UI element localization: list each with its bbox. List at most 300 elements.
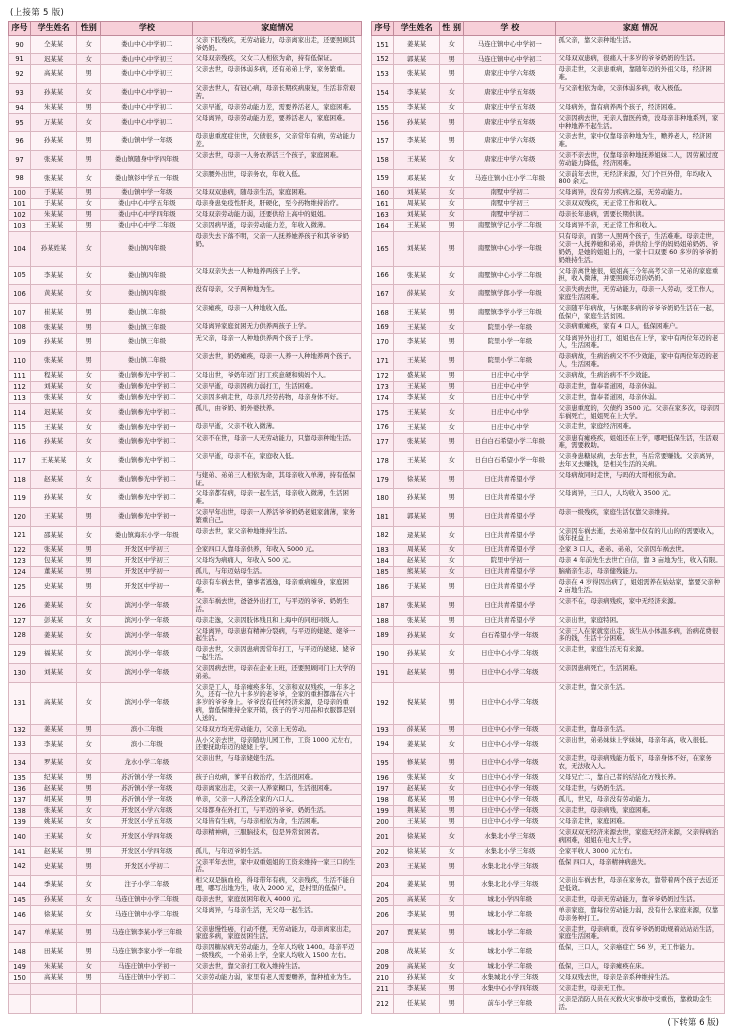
cell-school-2: 日庄中心小学一年级 [464, 754, 556, 773]
cell-sex: 男 [77, 578, 101, 597]
row-gap [361, 556, 371, 567]
table-row [9, 994, 725, 1013]
cell-student-name-2: 刘某某 [394, 188, 440, 199]
table-row [9, 370, 725, 381]
cell-school: 娄山镇钐中学五一年级 [101, 169, 193, 188]
cell-family-2: 父亲身患糖尿病，去年去世，当后常要赚钱。父亲离异，去年又去赚钱，是相关生活的关病。 [556, 452, 725, 471]
cell-school: 娄山镇海东小学一年级 [101, 526, 193, 545]
cell-school-2: 日庄中心中学 [464, 422, 556, 433]
table-row [9, 783, 725, 794]
table-row [9, 805, 725, 816]
cell-student-name-2: 王某某 [394, 403, 440, 422]
cell-no-2: 189 [371, 626, 393, 645]
cell-school: 开发区中学初三 [101, 545, 193, 556]
cell-school-2: 日庄中心小学一年级 [464, 805, 556, 816]
cell-school: 滨小二年级 [101, 735, 193, 754]
cell-sex: 女 [77, 526, 101, 545]
cell-no-2: 190 [371, 645, 393, 664]
cell-student-name: 罗某某 [31, 754, 77, 773]
cell-student-name: 张某某 [31, 545, 77, 556]
cell-no: 132 [9, 724, 31, 735]
cell-sex: 女 [77, 876, 101, 895]
table-row [9, 526, 725, 545]
cell-no [9, 983, 31, 994]
cell-family: 父亲因病去世，母亲在企业上班，还要照顾同门上大学的弟弟。 [193, 663, 361, 682]
cell-sex-2: 男 [440, 352, 464, 371]
cell-family-2: 父母离异，没有劳力疾病之巡，无劳动能力。 [556, 188, 725, 199]
cell-sex: 女 [77, 489, 101, 508]
cell-no-2: 179 [371, 470, 393, 489]
cell-family: 父母离异，母亲患有精神分裂病，与平迈的姥姥、姥爷一起生活。 [193, 626, 361, 645]
cell-sex-2: 男 [440, 578, 464, 597]
cell-sex: 男 [77, 352, 101, 371]
cell-school-2: 南墅中学初二 [464, 210, 556, 221]
table-row [9, 352, 725, 371]
cell-family-2: 孤父亲，靠父亲种地生活。 [556, 35, 725, 54]
row-gap [361, 210, 371, 221]
cell-school: 娄山中心中学初二 [101, 113, 193, 132]
row-gap [361, 805, 371, 816]
cell-sex-2: 男 [440, 596, 464, 615]
cell-family: 母亲患重度症住世，欠债很多，父亲常年有病，劳动能力差。 [193, 132, 361, 151]
cell-school-2: 南墅中学初二 [464, 188, 556, 199]
cell-sex-2: 男 [440, 54, 464, 65]
row-gap [361, 724, 371, 735]
cell-student-name-2: 张某某 [394, 433, 440, 452]
cell-family: 从小父亲去世，母亲随幼儿园工作，工资 1000 元左右，还要抚助年迈的姥姥上学。 [193, 735, 361, 754]
cell-no: 116 [9, 433, 31, 452]
cell-student-name-2: 张某某 [394, 615, 440, 626]
row-gap [361, 783, 371, 794]
cell-school-2: 唐家庄中学五年级 [464, 113, 556, 132]
cell-student-name-2: 李某某 [394, 333, 440, 352]
cell-no: 129 [9, 645, 31, 664]
row-gap [361, 35, 371, 54]
cell-student-name: 迟某某 [31, 54, 77, 65]
cell-no: 127 [9, 615, 31, 626]
table-row [9, 682, 725, 724]
row-gap [361, 285, 371, 304]
cell-family: 单亲，父亲一人养活全家的六口人。 [193, 794, 361, 805]
cell-sex: 女 [77, 433, 101, 452]
table-row [9, 578, 725, 597]
cell-student-name-2: 王某某 [394, 857, 440, 876]
cell-sex-2: 女 [440, 210, 464, 221]
cell-school: 开发区小学五年级 [101, 816, 193, 827]
cell-school: 娄山镇中学一年级 [101, 188, 193, 199]
table-row [9, 615, 725, 626]
cell-school-2: 日白白石希望小学二年级 [464, 433, 556, 452]
table-row [9, 169, 725, 188]
cell-no-2: 165 [371, 232, 393, 266]
cell-family: 母亲去世，父亲因患病需常年打工，与平迈的姥姥、姥爷一起生活。 [193, 645, 361, 664]
table-row [9, 392, 725, 403]
cell-student-name-2: 王某某 [394, 816, 440, 827]
cell-no: 117 [9, 452, 31, 471]
cell-sex: 男 [77, 972, 101, 983]
cell-family: 父亲出世，与母亲姥姥生活。 [193, 754, 361, 773]
cell-sex: 男 [77, 150, 101, 169]
table-row [9, 65, 725, 84]
cell-family-2: 父母离异，三口人，人均收入 3500 元。 [556, 489, 725, 508]
cell-school: 娄山镇二年级 [101, 352, 193, 371]
cell-no: 147 [9, 924, 31, 943]
cell-family-2: 父母病外，靠有病养两个孩子，经济困难。 [556, 102, 725, 113]
table-row [9, 556, 725, 567]
cell-school: 娄山镇参光中学初一 [101, 422, 193, 433]
cell-family: 父亲车祸去世，爸爸外出打工，与平迈的爷爷、奶奶生活。 [193, 596, 361, 615]
cell-school: 滨河小学一年级 [101, 596, 193, 615]
cell-no-2: 184 [371, 556, 393, 567]
table-row [9, 285, 725, 304]
cell-no: 124 [9, 567, 31, 578]
col-family: 家庭情况 [193, 22, 361, 36]
cell-student-name-2: 姜某某 [394, 876, 440, 895]
row-gap [361, 663, 371, 682]
cell-school: 马连庄镇中小学二年级 [101, 905, 193, 924]
cell-student-name: 福某某 [31, 645, 77, 664]
cell-school-2: 南墅中学初三 [464, 199, 556, 210]
table-row [9, 961, 725, 972]
col-name: 学生姓名 [31, 22, 77, 36]
cell-no-2: 164 [371, 221, 393, 232]
cell-family-2: 与父亲相依为命，父亲体弱多病，收入极低。 [556, 84, 725, 103]
table-row [9, 645, 725, 664]
cell-no: 104 [9, 232, 31, 266]
cell-school-2: 水集北小学三年级 [464, 846, 556, 857]
cell-school: 娄山镇四年级 [101, 232, 193, 266]
cell-no: 133 [9, 735, 31, 754]
cell-sex: 男 [77, 772, 101, 783]
row-gap [361, 596, 371, 615]
cell-sex-2: 女 [440, 626, 464, 645]
cell-sex: 男 [77, 303, 101, 322]
cell-school-2: 南墅镇中心小学一年级 [464, 232, 556, 266]
cell-no: 119 [9, 489, 31, 508]
cell-no-2: 174 [371, 392, 393, 403]
cell-no-2: 203 [371, 857, 393, 876]
row-gap [361, 794, 371, 805]
cell-family-2: 父亲双双残疾，无正常工作和收入。 [556, 199, 725, 210]
cell-school: 娄山镇参光中学初二 [101, 470, 193, 489]
row-gap [361, 972, 371, 983]
cell-school-2: 院里小学二年级 [464, 352, 556, 371]
cell-school: 滨河小学一年级 [101, 663, 193, 682]
cell-sex: 女 [77, 422, 101, 433]
cell-student-name: 王某某某 [31, 452, 77, 471]
cell-school: 开发区小学四年级 [101, 828, 193, 847]
cell-family-2: 父亲患有瘫痪疾，姐姐还在上学，哪吧低保生活，生活艰难，需要救助。 [556, 433, 725, 452]
table-row [9, 545, 725, 556]
cell-family: 父亲去世，奶奶瘫痪，母亲一人养一人种地养两个孩子。 [193, 352, 361, 371]
cell-school-2: 南墅镇李学小学三年级 [464, 303, 556, 322]
cell-student-name-2: 王某某 [394, 422, 440, 433]
cell-sex [77, 994, 101, 1013]
cell-no: 139 [9, 816, 31, 827]
cell-family: 父母双亲残疾，父女二人相依为命，持有低保证。 [193, 54, 361, 65]
row-gap [361, 772, 371, 783]
cell-student-name-2: 赵某某 [394, 783, 440, 794]
cell-school-2: 城北小学二年级 [464, 943, 556, 962]
cell-family: 父亲因病早逝，母亲劳动能力差，年收入微薄。 [193, 221, 361, 232]
row-gap [361, 828, 371, 847]
cell-student-name: 朱某某 [31, 102, 77, 113]
cell-school: 娄山镇四年级 [101, 285, 193, 304]
row-gap [361, 221, 371, 232]
table-row [9, 35, 725, 54]
cell-student-name: 王某某 [31, 828, 77, 847]
cell-sex: 女 [77, 816, 101, 827]
cell-school: 注子小学二年级 [101, 876, 193, 895]
cell-school-2: 日庄中心中学 [464, 403, 556, 422]
cell-family-2: 父亲因患病死亡，生活困难。 [556, 663, 725, 682]
cell-family: 全家四口人靠母亲供养，年收入 5000 元。 [193, 545, 361, 556]
cell-sex-2: 男 [440, 381, 464, 392]
cell-family: 母亲去世，家父亲种地维持生活。 [193, 526, 361, 545]
cell-family-2: 父亲走世，家庭生活无有来源。 [556, 645, 725, 664]
cell-sex: 女 [77, 35, 101, 54]
cell-family-2: 父亲走世，母亲无工作。 [556, 983, 725, 994]
cell-family-2: 父母亲走世，家庭困难。 [556, 816, 725, 827]
row-gap [361, 567, 371, 578]
cell-family-2: 父亲因病去世，无亲人靠医药费，没母亲非种地系列，家中种地养不起生活。 [556, 113, 725, 132]
cell-sex: 女 [77, 805, 101, 816]
cell-no-2: 160 [371, 188, 393, 199]
cell-sex-2: 男 [440, 470, 464, 489]
table-row [9, 188, 725, 199]
cell-student-name: 姜某某 [31, 596, 77, 615]
cell-family-2: 父亲走世，靠母亲生活。 [556, 724, 725, 735]
row-gap [361, 943, 371, 962]
cell-family: 孤儿，由爷奶、奶外婆扶养。 [193, 403, 361, 422]
cell-family-2: 母亲走世，父亲患重病，靠随年迈的外祖父母，经济困难。 [556, 65, 725, 84]
cell-sex-2: 女 [440, 972, 464, 983]
cell-no: 135 [9, 772, 31, 783]
cell-family-2: 母亲病故，生病治病父不不少效能，家中有两位年迈的老人，生活困难。 [556, 352, 725, 371]
cell-family: 孤儿，与年迈爷奶生活。 [193, 846, 361, 857]
table-row [9, 422, 725, 433]
table-row [9, 983, 725, 994]
row-gap [361, 102, 371, 113]
cell-no: 95 [9, 113, 31, 132]
cell-sex: 女 [77, 894, 101, 905]
cell-school: 娄山镇中学一年级 [101, 132, 193, 151]
cell-family-2: 父亲去世，家中仅靠母亲种地为生，赡养老人，经济困难。 [556, 132, 725, 151]
cell-student-name-2: 李某某 [394, 905, 440, 924]
cell-school-2: 日庄中心小学二年级 [464, 663, 556, 682]
cell-sex [77, 983, 101, 994]
row-gap [361, 846, 371, 857]
cell-no-2: 177 [371, 433, 393, 452]
row-gap [361, 645, 371, 664]
cell-school: 娄山镇参光中学初二 [101, 433, 193, 452]
cell-student-name: 刘某某 [31, 663, 77, 682]
cell-no: 101 [9, 199, 31, 210]
cell-sex: 男 [77, 724, 101, 735]
cell-family: 父亲早逝，母亲不在，家庭收入低。 [193, 452, 361, 471]
cell-sex: 男 [77, 556, 101, 567]
cell-student-name: 朱某某 [31, 210, 77, 221]
cell-sex: 男 [77, 943, 101, 962]
cell-school-2: 日庄共青希望小学 [464, 567, 556, 578]
cell-school-2: 日庄共青希望小学 [464, 578, 556, 597]
cell-student-name-2: 张某某 [394, 65, 440, 84]
cell-student-name: 姜某某 [31, 724, 77, 735]
cell-no-2: 204 [371, 876, 393, 895]
cell-no: 115 [9, 422, 31, 433]
cell-student-name: 姚某某 [31, 816, 77, 827]
cell-school: 开发区小学四年级 [101, 846, 193, 857]
row-gap [361, 578, 371, 597]
cell-sex-2: 女 [440, 169, 464, 188]
cell-no-2: 183 [371, 545, 393, 556]
cell-sex-2: 女 [440, 392, 464, 403]
cell-school: 娄山镇随身中学四年级 [101, 150, 193, 169]
cell-no-2: 191 [371, 663, 393, 682]
cell-family-2: 父亲不在，母亲病残疾，家中无经济来源。 [556, 596, 725, 615]
row-gap [361, 303, 371, 322]
cell-student-name: 于某某 [31, 188, 77, 199]
row-gap [361, 816, 371, 827]
cell-student-name-2: 张某某 [394, 596, 440, 615]
row-gap [361, 961, 371, 972]
cell-family: 母亲走逸，父亲因肢体残且和上海中的同班同级人。 [193, 615, 361, 626]
cell-student-name-2: 姜某某 [394, 35, 440, 54]
cell-no-2: 197 [371, 783, 393, 794]
cell-student-name-2: 赵某某 [394, 556, 440, 567]
cell-no-2: 167 [371, 285, 393, 304]
cell-school: 娄山镇参光中学初一 [101, 508, 193, 527]
cell-student-name-2: 郭某某 [394, 54, 440, 65]
cell-sex-2: 女 [440, 735, 464, 754]
cell-school-2: 城北小学二年级 [464, 924, 556, 943]
table-row [9, 199, 725, 210]
cell-sex-2: 女 [440, 846, 464, 857]
cell-school: 开发区中学初一 [101, 567, 193, 578]
row-gap [361, 470, 371, 489]
cell-student-name-2: 葛某某 [394, 794, 440, 805]
cell-sex-2: 男 [440, 905, 464, 924]
cell-no-2: 182 [371, 526, 393, 545]
cell-no-2: 152 [371, 54, 393, 65]
table-row [9, 381, 725, 392]
cell-student-name: 纪某某 [31, 772, 77, 783]
cell-student-name-2: 张某某 [394, 772, 440, 783]
table-row [9, 470, 725, 489]
cell-sex-2: 男 [440, 508, 464, 527]
cell-student-name-2: 孙某某 [394, 489, 440, 508]
cell-family-2: 父母病故同时走世，与吗的大哥相依为命。 [556, 470, 725, 489]
cell-no: 110 [9, 352, 31, 371]
cell-sex-2: 男 [440, 433, 464, 452]
cell-sex-2: 女 [440, 828, 464, 847]
row-gap [361, 266, 371, 285]
cell-family: 父母双亲失去一人种地养两孩子上学。 [193, 266, 361, 285]
cell-student-name-2: 王某某 [394, 381, 440, 392]
cell-family-2: 父母兄亡二，靠自己者的结结化方残长养。 [556, 772, 725, 783]
cell-family-2: 父亲走世，母亲病残能力低下，母亲身体不好，在家务农，无法收入人。 [556, 754, 725, 773]
cell-student-name: 程某某 [31, 370, 77, 381]
row-gap [361, 150, 371, 169]
cell-no-2: 195 [371, 754, 393, 773]
cell-student-name: 孙某某 [31, 84, 77, 103]
col-school-2: 学 校 [464, 22, 556, 36]
cell-sex: 女 [77, 381, 101, 392]
cell-family: 无父亲，母亲一人种地供养两个孩子上学。 [193, 333, 361, 352]
cell-school-2: 日庄共青希望小学 [464, 489, 556, 508]
cell-school-2: 城北小学二年级 [464, 905, 556, 924]
row-gap [361, 924, 371, 943]
cell-school-2: 水集北小学三年级 [464, 828, 556, 847]
cell-student-name: 彭某某 [31, 615, 77, 626]
cell-sex-2: 男 [440, 754, 464, 773]
col-name-2: 学生姓名 [394, 22, 440, 36]
cell-family-2: 父亲失病去世，无劳动能力，母亲一人劳动，受工作人，家庭生活困难。 [556, 285, 725, 304]
cell-student-name: 赵某某 [31, 470, 77, 489]
row-gap [361, 188, 371, 199]
cell-school-2: 日庄中心中学 [464, 381, 556, 392]
cell-family: 母亲精神病，三服脑技术，包是异常贫困者。 [193, 828, 361, 847]
student-aid-table [8, 21, 725, 1014]
cell-sex: 女 [77, 596, 101, 615]
cell-student-name: 万某某 [31, 113, 77, 132]
cell-student-name: 迟某某 [31, 403, 77, 422]
cell-family-2: 母亲走世，靠奉者道困，母亲休弱。 [556, 381, 725, 392]
cell-no: 106 [9, 285, 31, 304]
cell-student-name: 张某某 [31, 322, 77, 333]
cell-family: 父亲平年去世，家中双重姐姐的工资来维持一家三口的生活。 [193, 857, 361, 876]
row-gap [361, 352, 371, 371]
cell-sex-2: 女 [440, 567, 464, 578]
cell-family-2: 单亲家庭，靠每位劳动能力弱，没有什么家庭来源，仅靠母亲务种打工。 [556, 905, 725, 924]
cell-sex-2: 女 [440, 545, 464, 556]
cell-no: 108 [9, 322, 31, 333]
cell-no: 122 [9, 545, 31, 556]
cell-student-name-2: 姜某某 [394, 735, 440, 754]
cell-no: 136 [9, 783, 31, 794]
cell-student-name: 朱某某 [31, 961, 77, 972]
cell-student-name: 孙某某 [31, 333, 77, 352]
cell-family-2: 全家平收人 3000 元左右。 [556, 846, 725, 857]
cell-sex: 女 [77, 470, 101, 489]
cell-family: 父母均为病痛人，年收入 500 元。 [193, 556, 361, 567]
col-sex-2: 性 别 [440, 22, 464, 36]
row-gap [361, 132, 371, 151]
cell-school: 滨河小学一年级 [101, 645, 193, 664]
cell-sex-2: 女 [440, 102, 464, 113]
cell-sex-2: 男 [440, 983, 464, 994]
continued-to-note: (下转第 6 版) [667, 1017, 719, 1028]
row-gap [361, 894, 371, 905]
cell-student-name: 高某某 [31, 65, 77, 84]
cell-no-2: 205 [371, 894, 393, 905]
cell-no: 96 [9, 132, 31, 151]
cell-sex-2: 女 [440, 285, 464, 304]
cell-student-name: 王某某 [31, 422, 77, 433]
cell-family-2: 父母离异不亲，无正常工作和收入。 [556, 221, 725, 232]
cell-family: 孩子自幼病，爹平自救治疗，生活很困难。 [193, 772, 361, 783]
cell-no: 94 [9, 102, 31, 113]
cell-family-2: 父亲走世，靠奉者道困，母亲休弱。 [556, 392, 725, 403]
cell-family: 父母双方均无劳动能力，父亲上无劳动。 [193, 724, 361, 735]
cell-no-2: 172 [371, 370, 393, 381]
cell-school-2: 南墅镇中心小学二年级 [464, 266, 556, 285]
table-row [9, 54, 725, 65]
cell-no-2: 159 [371, 169, 393, 188]
cell-no-2: 208 [371, 943, 393, 962]
cell-family-2: 父亲出车祸去世，母亲在家务农，靠带着两个孩子去近还是低效。 [556, 876, 725, 895]
cell-sex: 男 [77, 545, 101, 556]
